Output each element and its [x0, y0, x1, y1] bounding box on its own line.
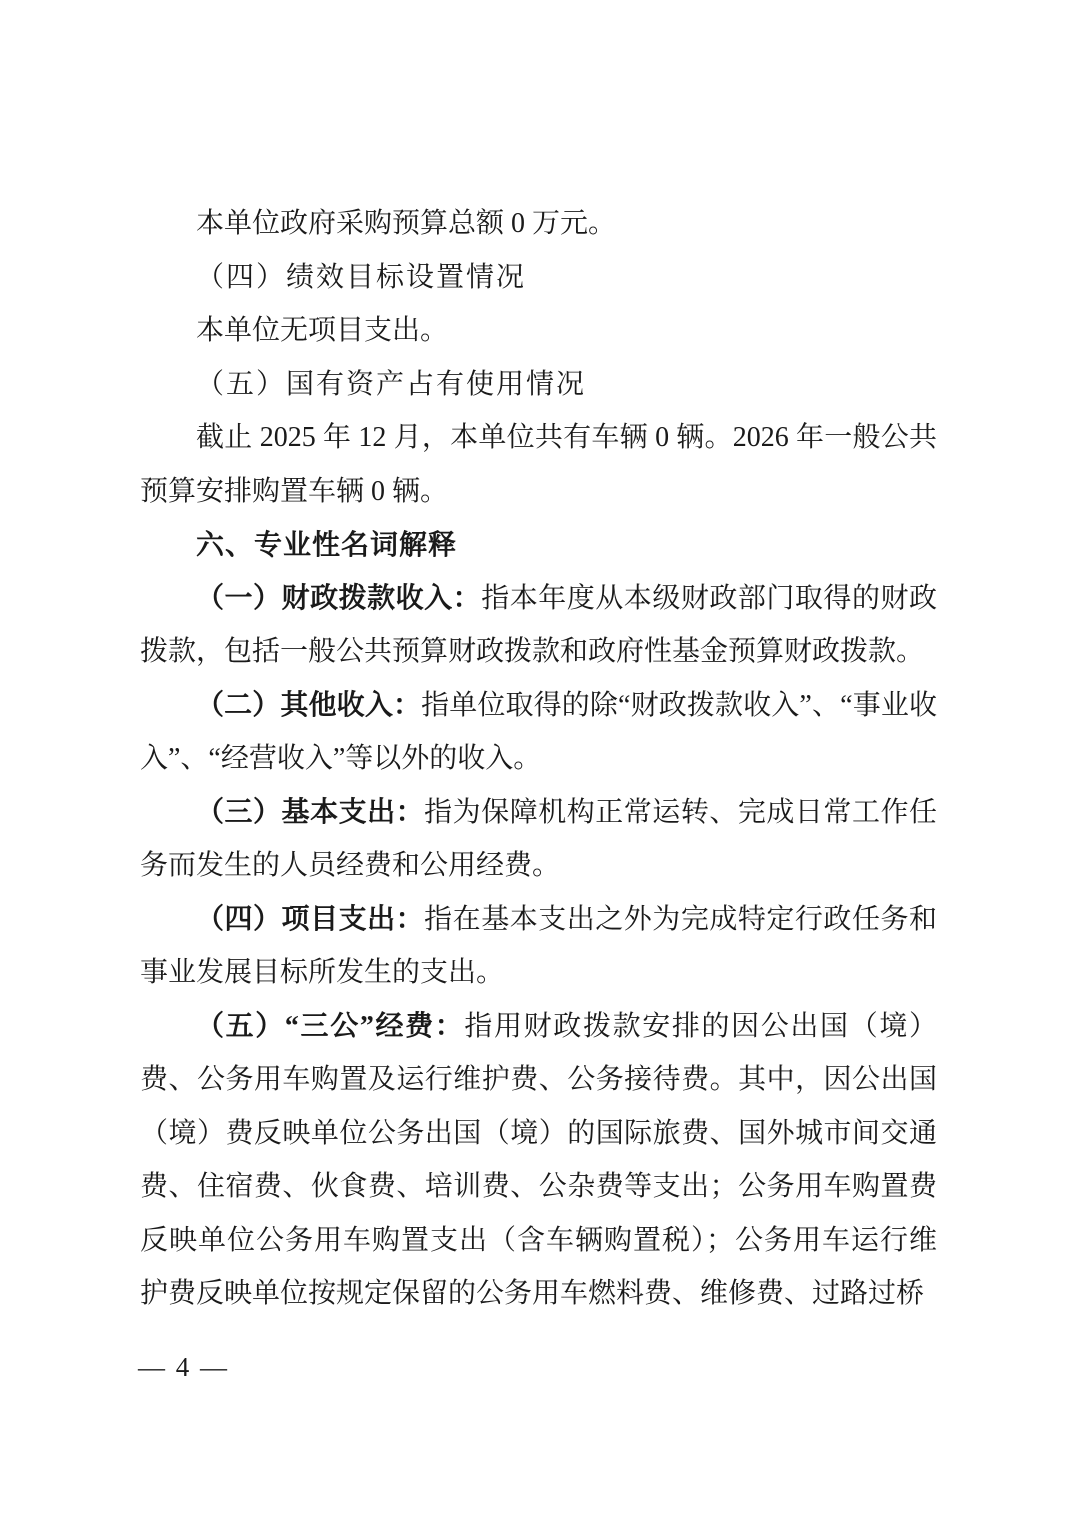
paragraph-11-term: （五）“三公”经费：指用财政拨款安排的因公出国（境）费、公务用车购置及运行维护费、公务接待费。其中，因公出国（境）费反映单位公务出国（境）的国际旅费、国外城市间交通费、住宿费、伙食费、培训费、公杂费等支出；公务用车购置费反映单位公务用车购置支出（含车辆购置税）；公务用车运行维护费反映单位按规定保留的公务用车燃料费、维修费、过路过桥	[140, 1010, 937, 1309]
paragraph-7-term: （一）财政拨款收入：指本年度从本级财政部门取得的财政拨款，包括一般公共预算财政拨款和政府性基金预算财政拨款。	[140, 582, 937, 667]
paragraph-9-term: （三）基本支出：指为保障机构正常运转、完成日常工作任务而发生的人员经费和公用经费。	[140, 796, 937, 881]
term-label: （三）基本支出：	[196, 796, 425, 828]
paragraph-1-body: 本单位政府采购预算总额 0 万元。	[196, 208, 617, 239]
paragraph-3-body: 本单位无项目支出。	[196, 315, 449, 346]
term-label: （五）“三公”经费：	[196, 1010, 465, 1042]
term-label: （二）其他收入：	[196, 689, 422, 721]
paragraph-8-term: （二）其他收入：指单位取得的除“财政拨款收入”、“事业收入”、“经营收入”等以外的收入。	[140, 689, 937, 774]
page-number: — 4 —	[138, 1352, 229, 1382]
paragraph-4-subheading: （五）国有资产占有使用情况	[196, 368, 587, 400]
term-label: （四）项目支出：	[196, 903, 425, 935]
document-body	[140, 197, 937, 1321]
paragraph-5-body: 截止 2025 年 12 月，本单位共有车辆 0 辆。2026 年一般公共预算安排购置车辆 0 辆。	[140, 422, 937, 507]
paragraph-6-heading: 六、专业性名词解释	[196, 529, 458, 560]
paragraph-10-term: （四）项目支出：指在基本支出之外为完成特定行政任务和事业发展目标所发生的支出。	[140, 903, 937, 988]
paragraph-2-subheading: （四）绩效目标设置情况	[196, 261, 527, 293]
term-label: （一）财政拨款收入：	[196, 582, 482, 614]
